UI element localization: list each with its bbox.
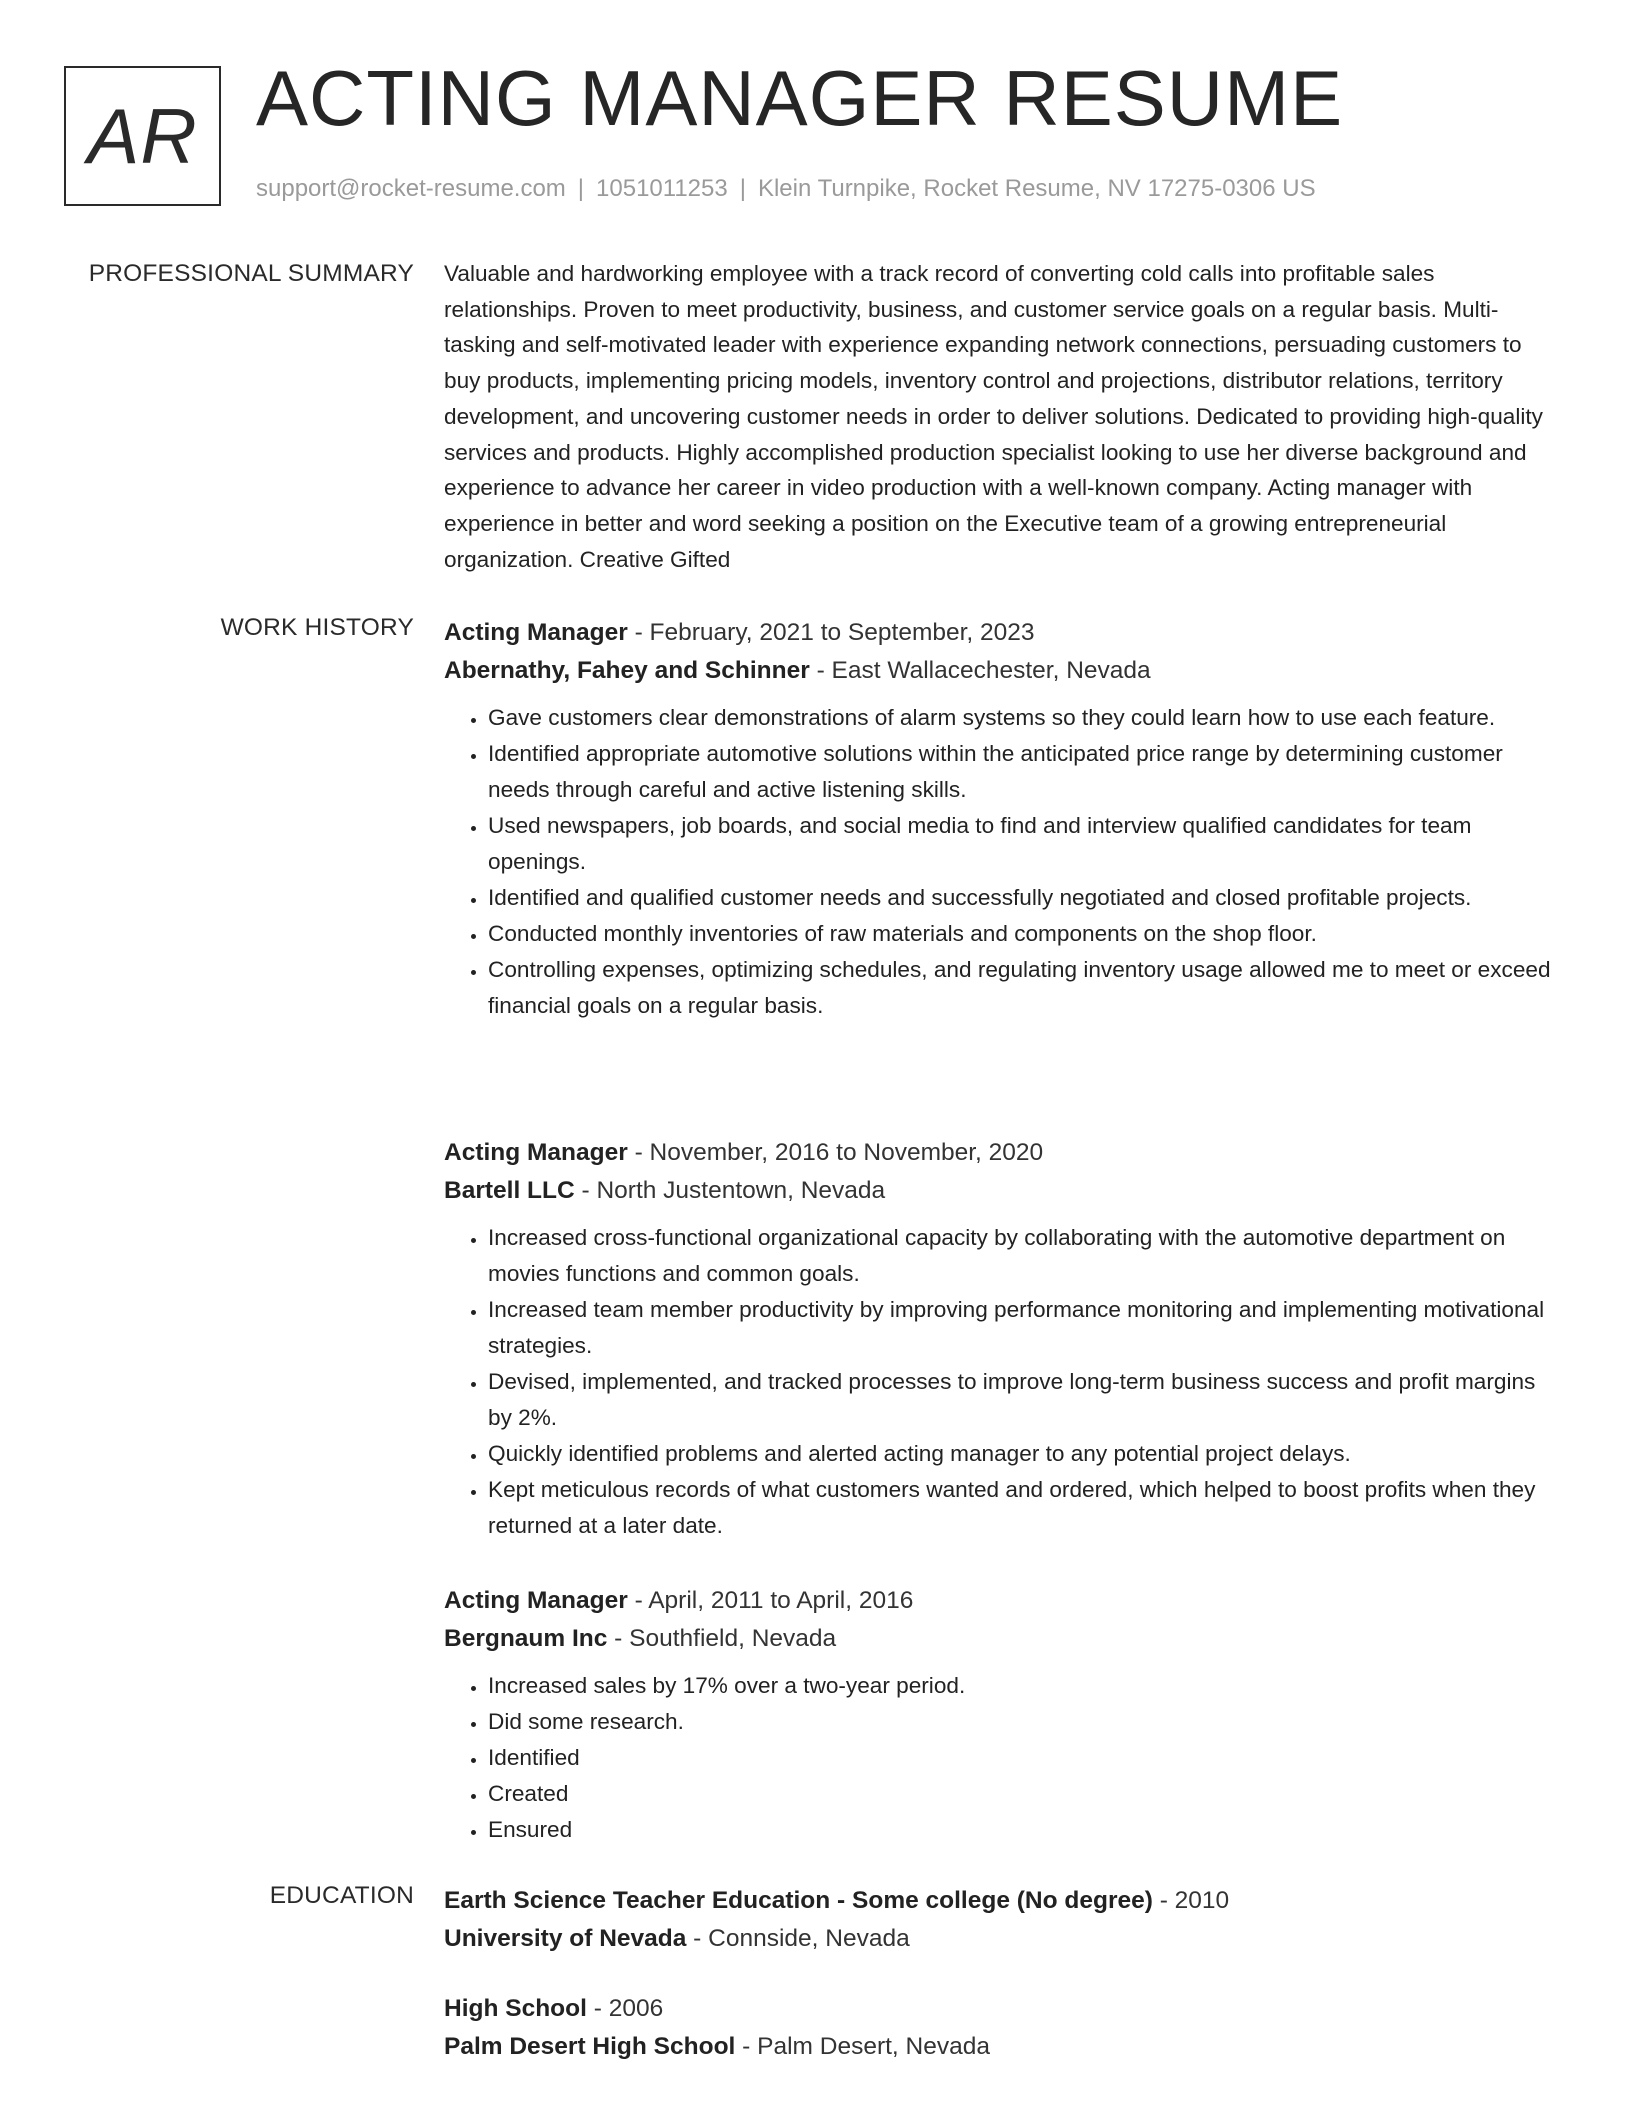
job-company: Bergnaum Inc	[444, 1625, 608, 1652]
education-school: University of Nevada	[444, 1925, 687, 1952]
section-label-education: EDUCATION	[269, 1882, 414, 1909]
bullet-item: • Increased cross-functional organizational capacity by collaborating with the automotive department on movies functions and common goals.	[488, 1220, 1558, 1292]
summary-body	[444, 260, 1558, 577]
job-company-line	[444, 1172, 1558, 1210]
resume-title: ACTING MANAGER RESUME	[256, 54, 1344, 142]
summary-text: Valuable and hardworking employee with a track record of converting cold calls into profitable sales relationships. Proven to meet productivity, business, and customer service goals on a regular basis. Multi-tasking and self-motivated leader with experience expanding network connections, persuading customers to buy products, implementing pricing models, inventory control and projections, distributor relations, territory development, and uncovering customer needs in order to deliver solutions. Dedicated to providing high-quality services and products. Highly accomplished production specialist looking to use her diverse background and experience to advance her career in video production with a well-known company. Acting manager with experience in better and word seeking a position on the Executive team of a growing entrepreneurial organization. Creative Gifted	[444, 261, 1543, 572]
job-title-line	[444, 1134, 1558, 1172]
contact-email[interactable]: support@rocket-resume.com	[256, 175, 566, 202]
bullet-item: • Created	[488, 1776, 1558, 1812]
education-degree: Earth Science Teacher Education - Some college (No degree)	[444, 1887, 1153, 1914]
job-entry	[444, 1582, 1558, 1848]
job-location: - North Justentown, Nevada	[574, 1177, 886, 1204]
contact-separator: |	[739, 175, 746, 202]
job-bullets	[444, 1668, 1558, 1848]
education-year: - 2010	[1152, 1887, 1230, 1914]
monogram-box	[64, 66, 221, 206]
education-school-line	[444, 2028, 1558, 2066]
bullet-item: • Kept meticulous records of what customers wanted and ordered, which helped to boost profits when they returned at a later date.	[488, 1472, 1558, 1544]
education-degree-line	[444, 1882, 1558, 1920]
education-year: - 2006	[586, 1995, 664, 2022]
education-school: Palm Desert High School	[444, 2033, 736, 2060]
bullet-item: • Identified appropriate automotive solutions within the anticipated price range by determining customer needs through careful and active listening skills.	[488, 736, 1558, 808]
bullet-item: • Did some research.	[488, 1704, 1558, 1740]
bullet-item: • Ensured	[488, 1812, 1558, 1848]
job-title: Acting Manager	[444, 1139, 628, 1166]
contact-separator: |	[577, 175, 585, 202]
bullet-item: • Quickly identified problems and alerted acting manager to any potential project delays.	[488, 1436, 1558, 1472]
job-company: Abernathy, Fahey and Schinner	[444, 657, 810, 684]
job-company-line	[444, 1620, 1558, 1658]
job-bullets	[444, 700, 1558, 1024]
bullet-item: • Controlling expenses, optimizing schedules, and regulating inventory usage allowed me to meet or exceed financial goals on a regular basis.	[488, 952, 1558, 1024]
education-location: - Palm Desert, Nevada	[735, 2033, 990, 2060]
education-school-line	[444, 1920, 1558, 1958]
contact-line	[256, 175, 1316, 203]
bullet-item: • Gave customers clear demonstrations of alarm systems so they could learn how to use each feature.	[488, 700, 1558, 736]
job-title-line	[444, 1582, 1558, 1620]
job-dates: - February, 2021 to September, 2023	[627, 619, 1035, 646]
education-location: - Connside, Nevada	[686, 1925, 910, 1952]
bullet-item: • Used newspapers, job boards, and social media to find and interview qualified candidates for team openings.	[488, 808, 1558, 880]
job-location: - Southfield, Nevada	[607, 1625, 837, 1652]
bullet-item: • Identified and qualified customer needs and successfully negotiated and closed profitable projects.	[488, 880, 1558, 916]
job-title-line	[444, 614, 1558, 652]
job-location: - East Wallacechester, Nevada	[809, 657, 1151, 684]
job-bullets	[444, 1220, 1558, 1544]
education-degree-line	[444, 1990, 1558, 2028]
education-entry	[444, 1990, 1558, 2066]
job-dates: - April, 2011 to April, 2016	[627, 1587, 914, 1614]
job-title: Acting Manager	[444, 1587, 628, 1614]
contact-address: Klein Turnpike, Rocket Resume, NV 17275-0306 US	[757, 175, 1316, 202]
bullet-item: • Identified	[488, 1740, 1558, 1776]
job-company: Bartell LLC	[444, 1177, 575, 1204]
bullet-item: • Increased team member productivity by improving performance monitoring and implementing motivational strategies.	[488, 1292, 1558, 1364]
job-entry	[444, 1134, 1558, 1544]
bullet-item: • Conducted monthly inventories of raw materials and components on the shop floor.	[488, 916, 1558, 952]
section-label-work-history: WORK HISTORY	[220, 614, 414, 641]
job-title: Acting Manager	[444, 619, 628, 646]
education-entry	[444, 1882, 1558, 1958]
contact-phone[interactable]: 1051011253	[596, 175, 728, 202]
section-label-summary: PROFESSIONAL SUMMARY	[88, 260, 414, 287]
bullet-item: • Increased sales by 17% over a two-year period.	[488, 1668, 1558, 1704]
bullet-item: • Devised, implemented, and tracked processes to improve long-term business success and profit margins by 2%.	[488, 1364, 1558, 1436]
job-entry	[444, 614, 1558, 1024]
education-degree: High School	[444, 1995, 587, 2022]
monogram-initials: AR	[87, 91, 198, 180]
job-dates: - November, 2016 to November, 2020	[627, 1139, 1044, 1166]
job-company-line	[444, 652, 1558, 690]
